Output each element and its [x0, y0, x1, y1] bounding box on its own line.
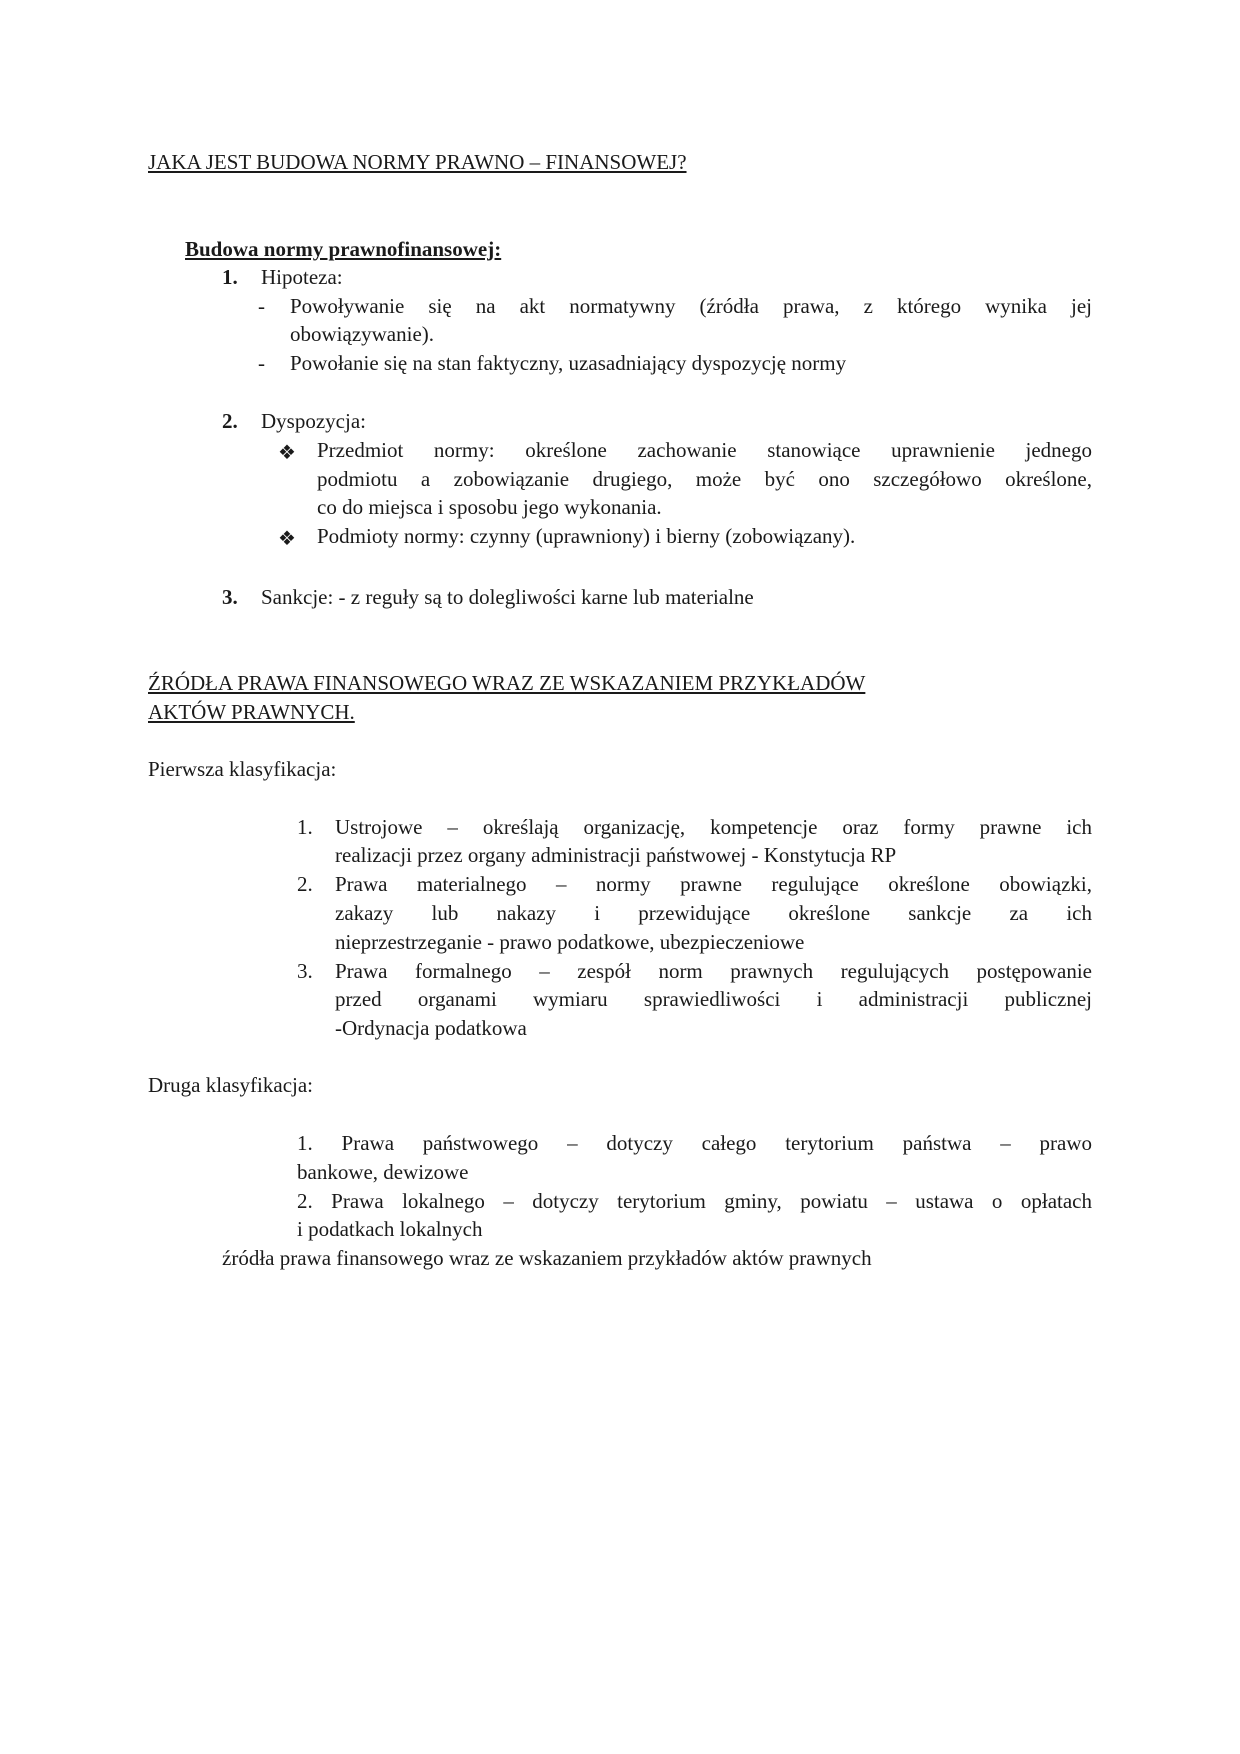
item-1-label: Hipoteza:: [261, 265, 343, 289]
list-item-line: bankowe, dewizowe: [297, 1160, 469, 1184]
item-3-number: 3.: [222, 585, 238, 609]
item-2-label: Dyspozycja:: [261, 409, 366, 433]
first-classification-heading: Pierwsza klasyfikacja:: [148, 757, 337, 781]
list-number: 3.: [297, 959, 313, 983]
second-classification-heading: Druga klasyfikacja:: [148, 1073, 314, 1097]
list-item-line: Powoływanie się na akt normatywny (źródła prawa, z którego wynika jej: [290, 294, 1092, 318]
list-item-line: Podmioty normy: czynny (uprawniony) i bierny (zobowiązany).: [317, 524, 856, 548]
list-item-line: zakazy lub nakazy i przewidujące określone sankcje za ich: [335, 901, 1092, 925]
list-item-line: 1. Prawa państwowego – dotyczy całego terytorium państwa – prawo: [297, 1131, 1092, 1155]
list-item-line: -Ordynacja podatkowa: [335, 1016, 527, 1040]
list-item-line: obowiązywanie).: [290, 322, 435, 346]
list-number: 1.: [297, 815, 313, 839]
list-marker: -: [258, 294, 265, 318]
section1-subtitle: Budowa normy prawnofinansowej:: [185, 237, 502, 261]
diamond-bullet-icon: ❖: [278, 528, 296, 550]
list-item-line: Ustrojowe – określają organizację, kompetencje oraz formy prawne ich: [335, 815, 1092, 839]
list-item-line: Prawa materialnego – normy prawne regulujące określone obowiązki,: [335, 872, 1092, 896]
footer-line: źródła prawa finansowego wraz ze wskazaniem przykładów aktów prawnych: [222, 1246, 872, 1270]
diamond-bullet-icon: ❖: [278, 442, 296, 464]
section1-title: JAKA JEST BUDOWA NORMY PRAWNO – FINANSOWEJ?: [148, 150, 687, 174]
list-item-line: Przedmiot normy: określone zachowanie stanowiące uprawnienie jednego: [317, 438, 1092, 462]
list-item-line: Prawa formalnego – zespół norm prawnych regulujących postępowanie: [335, 959, 1092, 983]
list-marker: -: [258, 351, 265, 375]
list-item-line: 2. Prawa lokalnego – dotyczy terytorium gminy, powiatu – ustawa o opłatach: [297, 1189, 1092, 1213]
item-2-number: 2.: [222, 409, 238, 433]
list-item-line: podmiotu a zobowiązanie drugiego, może być ono szczegółowo określone,: [317, 467, 1092, 491]
list-item-line: realizacji przez organy administracji państwowej - Konstytucja RP: [335, 843, 897, 867]
list-number: 2.: [297, 872, 313, 896]
list-item-line: nieprzestrzeganie - prawo podatkowe, ubezpieczeniowe: [335, 930, 805, 954]
list-item-line: i podatkach lokalnych: [297, 1217, 483, 1241]
item-1-number: 1.: [222, 265, 238, 289]
section2-title: ŹRÓDŁA PRAWA FINANSOWEGO WRAZ ZE WSKAZANIEM PRZYKŁADÓW: [148, 671, 866, 695]
list-item-line: przed organami wymiaru sprawiedliwości i administracji publicznej: [335, 987, 1092, 1011]
list-item-line: co do miejsca i sposobu jego wykonania.: [317, 495, 662, 519]
section2-title: AKTÓW PRAWNYCH.: [148, 700, 355, 724]
item-3-label: Sankcje: - z reguły są to dolegliwości karne lub materialne: [261, 585, 754, 609]
list-item-line: Powołanie się na stan faktyczny, uzasadniający dyspozycję normy: [290, 351, 847, 375]
